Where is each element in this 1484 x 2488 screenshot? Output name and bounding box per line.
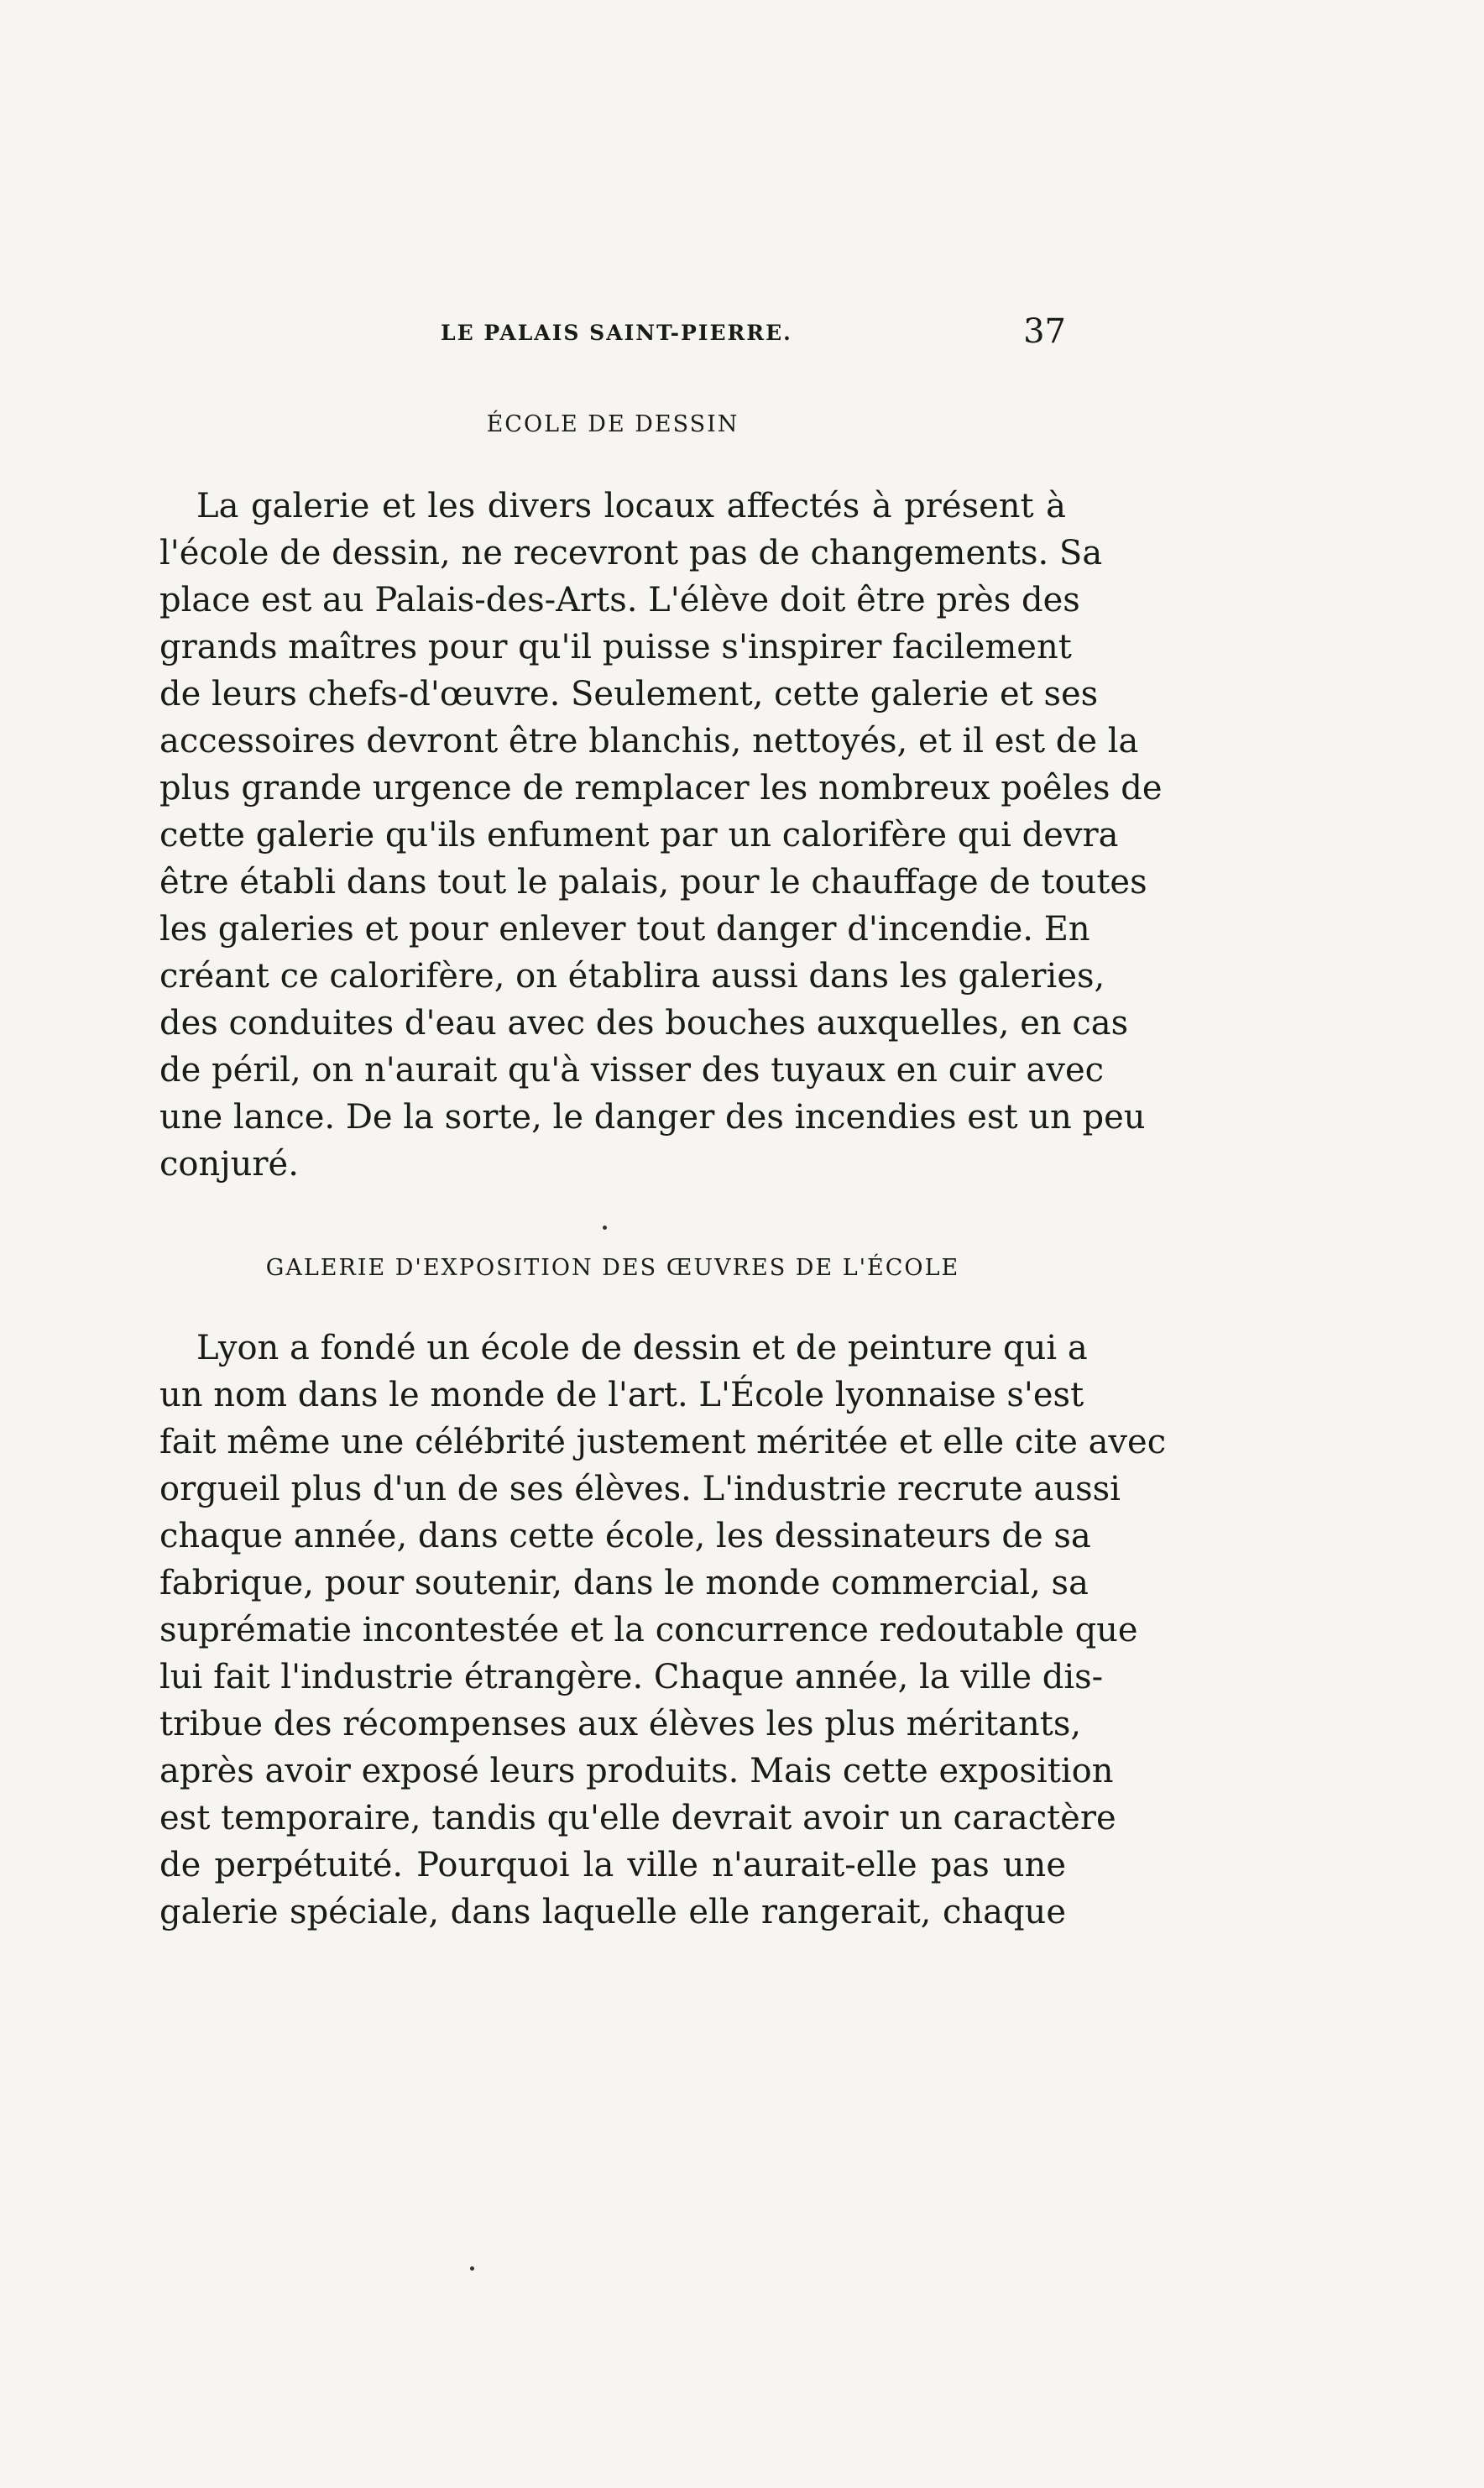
text-line: fabrique, pour soutenir, dans le monde commercial, sa	[159, 1564, 1089, 1602]
text-line: l'école de dessin, ne recevront pas de changements. Sa	[159, 534, 1103, 572]
text-line: accessoires devront être blanchis, nettoyés, et il est de la	[159, 722, 1139, 761]
text-line: de perpétuité. Pourquoi la ville n'aurait-elle pas une	[159, 1846, 1066, 1884]
text-line: de péril, on n'aurait qu'à visser des tuyaux en cuir avec	[159, 1051, 1105, 1090]
text-line: être établi dans tout le palais, pour le chauffage de toutes	[159, 863, 1147, 902]
page-number: 37	[1023, 312, 1066, 351]
text-line: de leurs chefs-d'œuvre. Seulement, cette galerie et ses	[159, 675, 1099, 713]
paragraph-galerie-exposition	[159, 1325, 1167, 1936]
text-line: plus grande urgence de remplacer les nombreux poêles de	[159, 769, 1163, 808]
text-line: conjuré.	[159, 1145, 299, 1184]
text-line: grands maîtres pour qu'il puisse s'inspirer facilement	[159, 628, 1072, 666]
print-speck	[603, 1226, 607, 1230]
section-heading-galerie-exposition: GALERIE D'EXPOSITION DES ŒUVRES DE L'ÉCOLE	[265, 1255, 960, 1281]
text-line: place est au Palais-des-Arts. L'élève doit être près des	[159, 581, 1080, 619]
text-line: fait même une célébrité justement méritée et elle cite avec	[159, 1423, 1167, 1461]
text-line: est temporaire, tandis qu'elle devrait avoir un caractère	[159, 1799, 1116, 1837]
text-line: des conduites d'eau avec des bouches auxquelles, en cas	[159, 1004, 1129, 1043]
text-line: une lance. De la sorte, le danger des incendies est un peu	[159, 1098, 1146, 1137]
text-line: lui fait l'industrie étrangère. Chaque année, la ville dis-	[159, 1658, 1104, 1696]
text-line: La galerie et les divers locaux affectés à présent à	[196, 487, 1066, 525]
print-speck	[470, 2266, 474, 2271]
paragraph-ecole-de-dessin	[159, 483, 1163, 1188]
text-line: cette galerie qu'ils enfument par un calorifère qui devra	[159, 816, 1119, 855]
text-line: après avoir exposé leurs produits. Mais cette exposition	[159, 1752, 1114, 1790]
text-line: orgueil plus d'un de ses élèves. L'industrie recrute aussi	[159, 1470, 1121, 1508]
text-line: les galeries et pour enlever tout danger d'incendie. En	[159, 910, 1090, 949]
text-line: Lyon a fondé un école de dessin et de peinture qui a	[196, 1329, 1088, 1367]
text-line: chaque année, dans cette école, les dessinateurs de sa	[159, 1517, 1091, 1555]
running-title: LE PALAIS SAINT-PIERRE.	[441, 321, 792, 345]
text-line: tribue des récompenses aux élèves les plus méritants,	[159, 1705, 1082, 1743]
section-heading-ecole-de-dessin: ÉCOLE DE DESSIN	[486, 411, 739, 437]
text-line: suprématie incontestée et la concurrence redoutable que	[159, 1611, 1138, 1649]
running-head	[159, 312, 1066, 354]
text-line: créant ce calorifère, on établira aussi dans les galeries,	[159, 957, 1105, 996]
text-line: galerie spéciale, dans laquelle elle rangerait, chaque	[159, 1893, 1066, 1931]
text-line: un nom dans le monde de l'art. L'École lyonnaise s'est	[159, 1376, 1084, 1414]
